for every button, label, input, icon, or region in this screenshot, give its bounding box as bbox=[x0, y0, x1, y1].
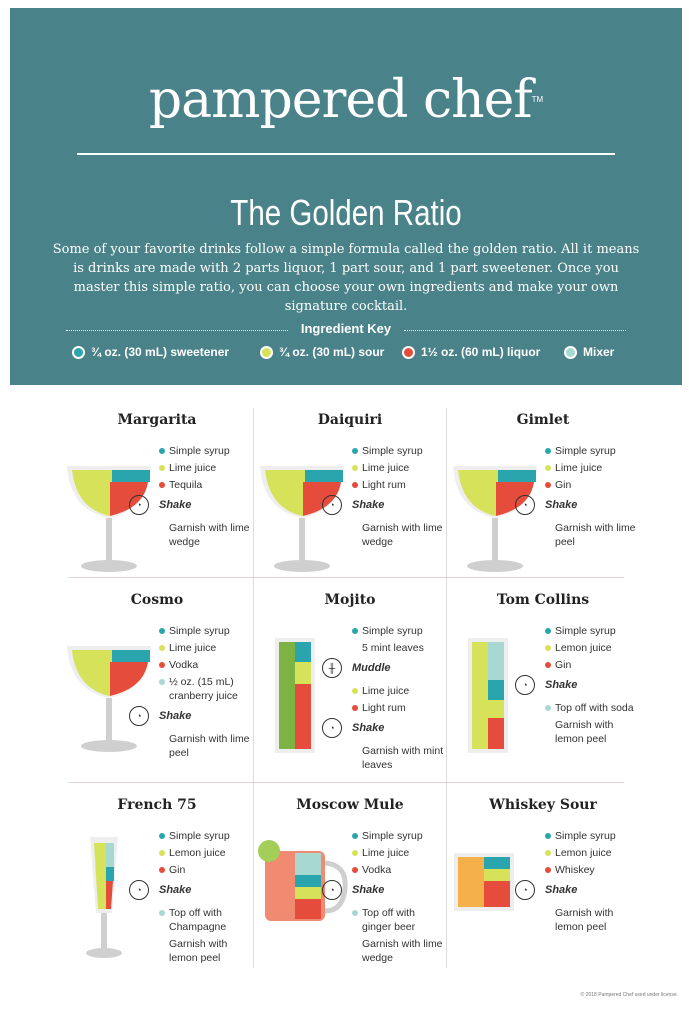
key-item-mixer: Mixer bbox=[564, 345, 614, 359]
recipe-card bbox=[448, 590, 638, 770]
ingredient-line: Gin bbox=[545, 478, 640, 492]
ingredient-dot-icon bbox=[352, 833, 358, 839]
drink-name: Margarita bbox=[117, 412, 197, 428]
mixer-layer bbox=[488, 642, 504, 680]
ingredient-list bbox=[328, 624, 447, 772]
ingredient-line: Light rum bbox=[352, 478, 447, 492]
ingredient-dot-icon bbox=[545, 705, 551, 711]
ingredient-line: Lemon juice bbox=[545, 641, 640, 655]
ingredient-line: Lime juice bbox=[159, 641, 254, 655]
glass-stem bbox=[106, 698, 112, 743]
ingredient-line: Simple syrup bbox=[159, 444, 254, 458]
recipe-card bbox=[62, 590, 252, 770]
ingredient-list bbox=[522, 444, 640, 549]
key-item-liquor: 1½ oz. (60 mL) liquor bbox=[402, 345, 540, 359]
ingredient-line: Top off with Champagne bbox=[159, 906, 254, 934]
glass-base bbox=[86, 948, 122, 958]
drink-name: Moscow Mule bbox=[296, 797, 404, 813]
brand-logo: pampered chef™ bbox=[148, 70, 544, 130]
lime-wedge-icon bbox=[258, 840, 280, 862]
recipe-card bbox=[62, 795, 252, 975]
mixer-dot-icon bbox=[564, 346, 577, 359]
drink-name: Tom Collins bbox=[496, 592, 590, 608]
ingredient-dot-icon bbox=[159, 910, 165, 916]
liquor-layer bbox=[295, 899, 321, 919]
sweetener-layer bbox=[106, 867, 114, 881]
shaker-icon: ◔ bbox=[129, 706, 149, 726]
copyright-text: © 2018 Pampered Chef used under license. bbox=[580, 992, 678, 998]
shaker-icon: ◔ bbox=[322, 495, 342, 515]
garnish-text: Garnish with lime wedge bbox=[362, 938, 443, 964]
ingredient-dot-icon bbox=[352, 448, 358, 454]
shaker-icon: ◔ bbox=[322, 880, 342, 900]
ingredient-dot-icon bbox=[352, 705, 358, 711]
liquor-dot-icon bbox=[402, 346, 415, 359]
ingredient-dot-icon bbox=[545, 662, 551, 668]
ingredient-dot-icon bbox=[545, 482, 551, 488]
sweetener-layer bbox=[484, 857, 510, 869]
garnish-text: Garnish with lime wedge bbox=[362, 522, 443, 548]
header-divider bbox=[77, 153, 615, 155]
ingredient-dot-icon bbox=[352, 910, 358, 916]
action-step: ◔ Shake bbox=[129, 880, 254, 900]
sour-layer bbox=[295, 887, 321, 899]
ingredient-line: Gin bbox=[545, 658, 640, 672]
drink-name: Cosmo bbox=[130, 592, 184, 608]
glass-base bbox=[81, 560, 137, 572]
drink-name: Whiskey Sour bbox=[489, 797, 597, 813]
sour-layer bbox=[295, 662, 311, 684]
ingredient-line: Simple syrup bbox=[352, 829, 447, 843]
recipe-card bbox=[62, 410, 252, 590]
ingredient-dot-icon bbox=[159, 465, 165, 471]
ingredient-dot-icon bbox=[352, 688, 358, 694]
sweetener-layer bbox=[112, 470, 150, 482]
shaker-icon: ◔ bbox=[515, 675, 535, 695]
action-step: ◔ Shake bbox=[322, 880, 447, 900]
ingredient-line: Simple syrup bbox=[545, 624, 640, 638]
action-step: ◔ Shake bbox=[129, 706, 254, 726]
ingredient-dot-icon bbox=[545, 465, 551, 471]
ingredient-dot-icon bbox=[352, 867, 358, 873]
mixer-layer bbox=[106, 843, 114, 867]
page-title: The Golden Ratio bbox=[230, 192, 462, 233]
glass-base bbox=[274, 560, 330, 572]
ingredient-line: Lime juice bbox=[159, 461, 254, 475]
header-banner bbox=[10, 8, 682, 385]
ingredient-dot-icon bbox=[352, 628, 358, 634]
ingredient-line: Tequila bbox=[159, 478, 254, 492]
garnish-text: Garnish with lemon peel bbox=[555, 907, 614, 933]
action-step: ◔ Shake bbox=[322, 495, 447, 515]
ingredient-dot-icon bbox=[545, 867, 551, 873]
key-item-sweetener: ¾ oz. (30 mL) sweetener bbox=[72, 345, 229, 359]
key-item-sour: ¾ oz. (30 mL) sour bbox=[260, 345, 384, 359]
action-step: ◔ Shake bbox=[515, 495, 640, 515]
liquor-layer bbox=[488, 718, 504, 749]
ingredient-dot-icon bbox=[352, 482, 358, 488]
column-divider bbox=[446, 408, 447, 968]
recipe-card bbox=[448, 795, 638, 975]
drink-name: Daiquiri bbox=[317, 412, 383, 428]
ingredient-dot-icon bbox=[159, 833, 165, 839]
garnish-text: Garnish with lemon peel bbox=[169, 938, 228, 964]
glass-base bbox=[467, 560, 523, 572]
action-step: ╫ Muddle bbox=[322, 658, 447, 678]
ingredient-dot-icon bbox=[159, 679, 165, 685]
garnish-text: Garnish with lime peel bbox=[555, 522, 636, 548]
drink-name: French 75 bbox=[117, 797, 197, 813]
shaker-icon: ◔ bbox=[129, 880, 149, 900]
garnish-text: Garnish with lime peel bbox=[169, 733, 250, 759]
ingredient-list bbox=[136, 829, 254, 965]
sweetener-layer bbox=[295, 875, 321, 887]
glass-base bbox=[81, 740, 137, 752]
ingredient-dot-icon bbox=[545, 833, 551, 839]
glass-stem bbox=[492, 518, 498, 563]
ingredient-dot-icon bbox=[352, 850, 358, 856]
ingredient-key-title: Ingredient Key bbox=[300, 321, 392, 336]
ingredient-line: 5 mint leaves bbox=[362, 642, 424, 654]
ingredient-dot-icon bbox=[545, 448, 551, 454]
shaker-icon: ◔ bbox=[515, 495, 535, 515]
sour-layer bbox=[472, 642, 488, 749]
ingredient-key-heading bbox=[66, 321, 626, 341]
recipe-card bbox=[448, 410, 638, 590]
ingredient-line: Vodka bbox=[352, 863, 447, 877]
sour-dot-icon bbox=[260, 346, 273, 359]
mint-layer bbox=[279, 642, 295, 749]
liquor-layer bbox=[110, 662, 148, 696]
row-divider bbox=[68, 577, 624, 578]
sweetener-layer bbox=[295, 642, 311, 662]
glass-stem bbox=[101, 913, 107, 951]
drink-name: Mojito bbox=[324, 592, 376, 608]
recipe-card bbox=[255, 410, 445, 590]
ingredient-list bbox=[522, 829, 640, 934]
action-step: ◔ Shake bbox=[322, 718, 447, 738]
sweetener-layer bbox=[112, 650, 150, 662]
drink-name: Gimlet bbox=[516, 412, 570, 428]
dotted-line-right bbox=[404, 330, 626, 331]
whiskey-layer bbox=[458, 857, 484, 907]
ingredient-line: Lime juice bbox=[352, 684, 447, 698]
ingredient-line: Lime juice bbox=[352, 846, 447, 860]
glass-stem bbox=[299, 518, 305, 563]
sweetener-layer bbox=[498, 470, 536, 482]
ingredient-line: Lime juice bbox=[352, 461, 447, 475]
glass-stem bbox=[106, 518, 112, 563]
shaker-icon: ◔ bbox=[322, 718, 342, 738]
shaker-icon: ◔ bbox=[515, 880, 535, 900]
ingredient-dot-icon bbox=[159, 628, 165, 634]
action-step: ◔ Shake bbox=[515, 675, 640, 695]
action-step: ◔ Shake bbox=[129, 495, 254, 515]
ingredient-list bbox=[136, 624, 254, 760]
mixer-layer bbox=[295, 853, 321, 875]
ingredient-dot-icon bbox=[159, 482, 165, 488]
ingredient-list bbox=[329, 829, 447, 965]
ingredient-line: Simple syrup bbox=[545, 444, 640, 458]
ingredient-dot-icon bbox=[159, 850, 165, 856]
ingredient-line: Whiskey bbox=[545, 863, 640, 877]
ingredient-dot-icon bbox=[545, 645, 551, 651]
ingredient-dot-icon bbox=[159, 448, 165, 454]
column-divider bbox=[253, 408, 254, 968]
shaker-icon: ◔ bbox=[129, 495, 149, 515]
ingredient-list bbox=[522, 624, 640, 746]
ingredient-line: Simple syrup bbox=[159, 624, 254, 638]
action-step: ◔ Shake bbox=[515, 880, 640, 900]
ingredient-line: Simple syrup bbox=[352, 624, 447, 638]
ingredient-line: Lime juice bbox=[545, 461, 640, 475]
sour-layer bbox=[484, 869, 510, 881]
ingredient-dot-icon bbox=[159, 662, 165, 668]
ingredient-line: Top off with soda bbox=[545, 701, 640, 715]
intro-text: Some of your favorite drinks follow a simple formula called the golden ratio. All it means is drinks are made with 2 parts liquor, 1 part sour, and 1 part sweetener. Once you master this simple ratio, you can choose your own ingredients and make your own signature cocktail. bbox=[52, 242, 640, 314]
sweetener-layer bbox=[488, 680, 504, 700]
ingredient-dot-icon bbox=[545, 850, 551, 856]
ingredient-dot-icon bbox=[352, 465, 358, 471]
ingredient-key-list bbox=[72, 345, 632, 363]
ingredient-dot-icon bbox=[545, 628, 551, 634]
garnish-text: Garnish with lemon peel bbox=[555, 719, 614, 745]
ingredient-line: ½ oz. (15 mL) cranberry juice bbox=[159, 675, 254, 703]
glass-illustration bbox=[62, 618, 162, 758]
muddler-icon: ╫ bbox=[322, 658, 342, 678]
garnish-text: Garnish with lime wedge bbox=[169, 522, 250, 548]
liquor-layer bbox=[484, 881, 510, 907]
ingredient-line: Lemon juice bbox=[159, 846, 254, 860]
liquor-layer bbox=[295, 684, 311, 749]
ingredient-line: Simple syrup bbox=[545, 829, 640, 843]
ingredient-line: Gin bbox=[159, 863, 254, 877]
row-divider bbox=[68, 782, 624, 783]
sweetener-layer bbox=[305, 470, 343, 482]
ingredient-dot-icon bbox=[159, 645, 165, 651]
ingredient-dot-icon bbox=[159, 867, 165, 873]
recipe-card bbox=[255, 590, 445, 770]
ingredient-line: Lemon juice bbox=[545, 846, 640, 860]
sweetener-dot-icon bbox=[72, 346, 85, 359]
ingredient-line: Simple syrup bbox=[159, 829, 254, 843]
ingredient-list bbox=[329, 444, 447, 549]
dotted-line-left bbox=[66, 330, 288, 331]
ingredient-line: Top off with ginger beer bbox=[352, 906, 447, 934]
ingredient-line: Simple syrup bbox=[352, 444, 447, 458]
ingredient-line: Light rum bbox=[352, 701, 447, 715]
ingredient-line: Vodka bbox=[159, 658, 254, 672]
ingredient-list bbox=[136, 444, 254, 549]
recipe-card bbox=[255, 795, 445, 975]
garnish-text: Garnish with mint leaves bbox=[362, 745, 444, 771]
